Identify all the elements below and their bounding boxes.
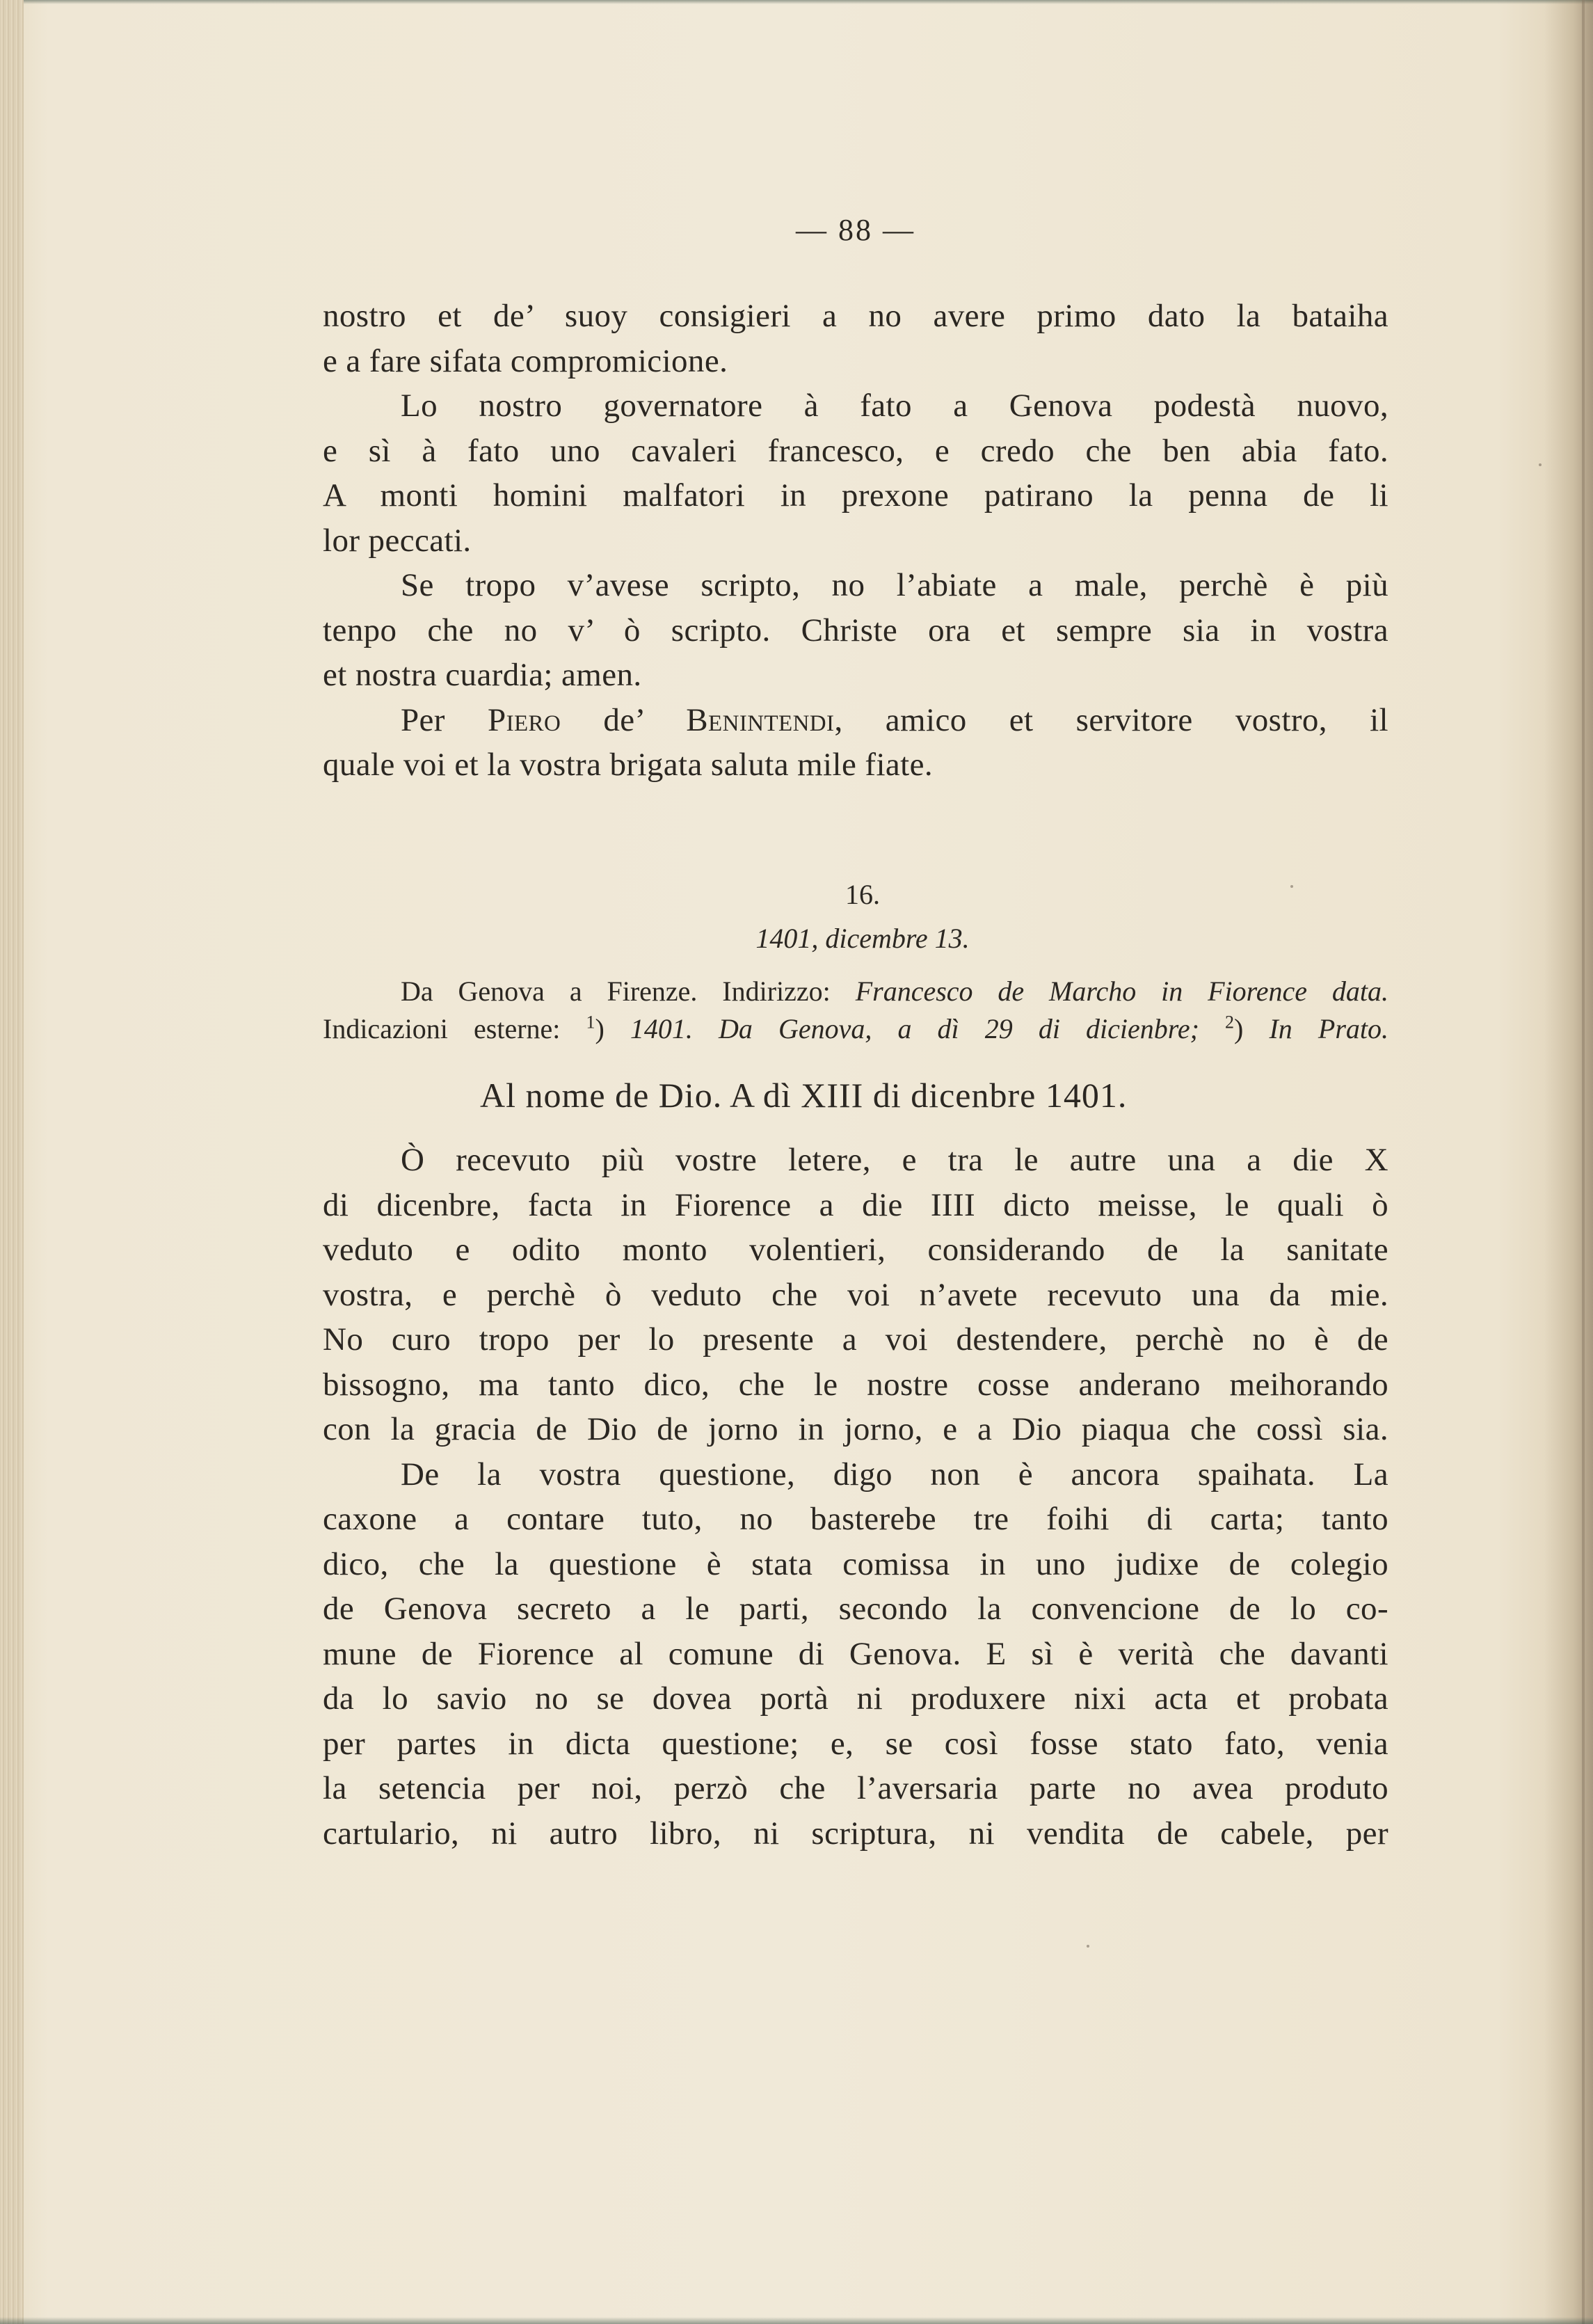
text-line: veduto e odito monto volentieri, considerando de la sanitate xyxy=(323,1232,1388,1268)
paper-speck xyxy=(1539,463,1542,466)
text-line: et nostra cuardia; amen. xyxy=(323,657,642,693)
signature-name-first: Piero xyxy=(488,701,561,738)
document-description xyxy=(323,973,1388,1048)
document-number: 16. xyxy=(845,879,880,910)
text-line: e sì à fato uno cavaleri francesco, e credo che ben abia fato. xyxy=(323,432,1388,469)
text-line: Lo nostro governatore à fato a Genova podestà nuovo, xyxy=(401,388,1388,424)
text-line: nostro et de’ suoy consigieri a no avere primo dato la bataiha xyxy=(323,298,1388,334)
text-line: con la gracia de Dio de jorno in jorno, e a Dio piaqua che cossì sia. xyxy=(323,1411,1388,1447)
letter-heading: Al nome de Dio. A dì XIII di dicenbre 1401. xyxy=(480,1076,1128,1115)
document-date: 1401, dicembre 13. xyxy=(755,923,970,954)
text-line: De la vostra questione, digo non è ancora spaihata. La xyxy=(401,1456,1388,1493)
signature-line: Per Piero de’ Benintendi, amico et servitore vostro, il xyxy=(401,701,1389,738)
bottom-edge xyxy=(0,2317,1593,2324)
text-line: Se tropo v’avese scripto, no l’abiate a male, perchè è più xyxy=(401,567,1388,603)
address-text: Francesco de Marcho in Fiorence data. xyxy=(855,976,1389,1007)
signature-line-2: quale voi et la vostra brigata saluta mile fiate. xyxy=(323,747,934,783)
text-line: de Genova secreto a le parti, secondo la convencione de lo co- xyxy=(323,1591,1388,1627)
letter-continuation xyxy=(323,294,1388,788)
text-line: Ò recevuto più vostre letere, e tra le autre una a die X xyxy=(401,1142,1388,1178)
origin-line: Da Genova a Firenze. Indirizzo: Francesco de Marcho in Fiorence data. xyxy=(401,976,1389,1007)
letter-body xyxy=(323,1138,1388,1856)
binding-edge xyxy=(0,0,24,2324)
page-edge-line xyxy=(1582,0,1585,2324)
text-line: vostra, e perchè ò veduto che voi n’avete recevuto una da mie. xyxy=(323,1276,1388,1313)
paper-speck xyxy=(1290,885,1293,888)
text-line: bissogno, ma tanto dico, che le nostre cosse anderano meihorando xyxy=(323,1366,1388,1403)
text-line: dico, che la questione è stata comissa in uno judixe de colegio xyxy=(323,1545,1388,1582)
signature-name-last: Benintendi xyxy=(686,701,835,738)
text-line: la setencia per noi, perzò che l’aversaria parte no avea produto xyxy=(323,1770,1388,1806)
external-notes-line: Indicazioni esterne: $^1$) 1401. Da Genova, a dì 29 di dicienbre; $^2$) In Prato. xyxy=(323,1012,1388,1044)
text-line: caxone a contare tuto, no basterebe tre foihi di carta; tanto xyxy=(323,1501,1388,1537)
text-line: A monti homini malfatori in prexone patirano la penna de li xyxy=(323,477,1388,514)
text-line: tenpo che no v’ ò scripto. Christe ora et sempre sia in vostra xyxy=(323,612,1388,648)
text-line: per partes in dicta questione; e, se così fosse stato fato, venia xyxy=(323,1725,1388,1762)
text-line: cartulario, ni autro libro, ni scriptura, ni vendita de cabele, per xyxy=(323,1815,1388,1852)
text-line: da lo savio no se dovea portà ni produxere nixi acta et probata xyxy=(323,1680,1388,1717)
text-line: e a fare sifata compromicione. xyxy=(323,342,728,379)
text-line: lor peccati. xyxy=(323,522,472,559)
page-number: — 88 — xyxy=(796,213,915,247)
paper-speck xyxy=(1087,1945,1089,1948)
text-line: No curo tropo per lo presente a voi destendere, perchè no è de xyxy=(323,1321,1388,1358)
text-line: di dicenbre, facta in Fiorence a die IIII dicto meisse, le quali ò xyxy=(323,1186,1388,1223)
text-line: mune de Fiorence al comune di Genova. E sì è verità che davanti xyxy=(323,1635,1388,1672)
page-edge-shadow xyxy=(1544,0,1593,2324)
top-edge xyxy=(0,0,1593,4)
